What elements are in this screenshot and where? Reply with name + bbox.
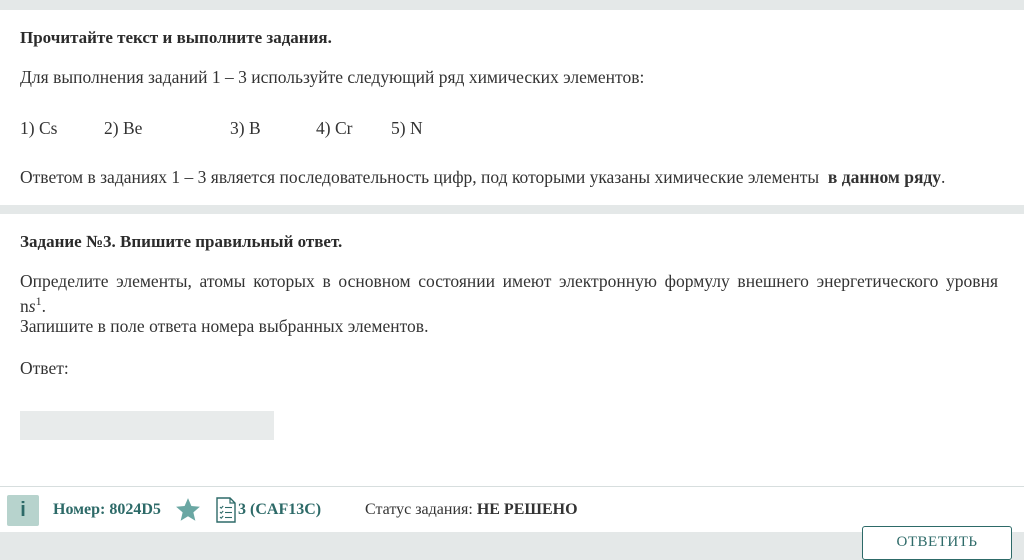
element-item-5: 5) N [391,118,423,138]
answer-label: Ответ: [20,358,69,378]
intro-instruction: Для выполнения заданий 1 – 3 используйте следующий ряд химических элементов: [20,67,645,87]
answer-note-text: Ответом в заданиях 1 – 3 является последовательность цифр, под которыми указаны химические элементы [20,167,820,187]
answer-format-note [20,167,945,188]
formula-period: . [41,295,46,316]
formula-n: n [20,295,29,316]
answer-note-period: . [941,167,946,187]
task-code-link[interactable]: 3 (CAF13C) [238,501,322,518]
document-list-icon[interactable] [216,497,236,523]
task-question-text: Определите элементы, атомы которых в основном состоянии имеют электронную формулу внешнего энергетического уровня [20,271,998,291]
task-status [365,501,578,519]
submit-answer-button[interactable]: ОТВЕТИТЬ [862,526,1012,560]
element-item-4: 4) Cr [316,118,353,138]
task-instruction: Запишите в поле ответа номера выбранных элементов. [20,316,429,336]
task-heading: Задание №3. Впишите правильный ответ. [20,232,343,251]
formula [20,294,46,317]
element-item-2: 2) Be [104,118,143,138]
formula-s: s [28,295,36,316]
task-question [20,269,998,293]
answer-note-emphasis: в данном ряду [827,167,942,187]
status-value: НЕ РЕШЕНО [476,501,578,518]
element-item-1: 1) Cs [20,118,58,138]
info-button[interactable] [7,495,39,526]
intro-heading: Прочитайте текст и выполните задания. [20,28,332,47]
star-icon[interactable] [174,496,202,524]
task-footer [0,486,1024,560]
task-card [0,214,1024,486]
intro-card [0,10,1024,205]
formula-superscript: 1 [35,294,42,308]
element-item-3: 3) B [230,118,261,138]
info-icon: i [20,499,26,521]
answer-input[interactable] [20,411,274,440]
task-number: Номер: 8024D5 [53,501,161,518]
status-label: Статус задания: [365,501,473,518]
